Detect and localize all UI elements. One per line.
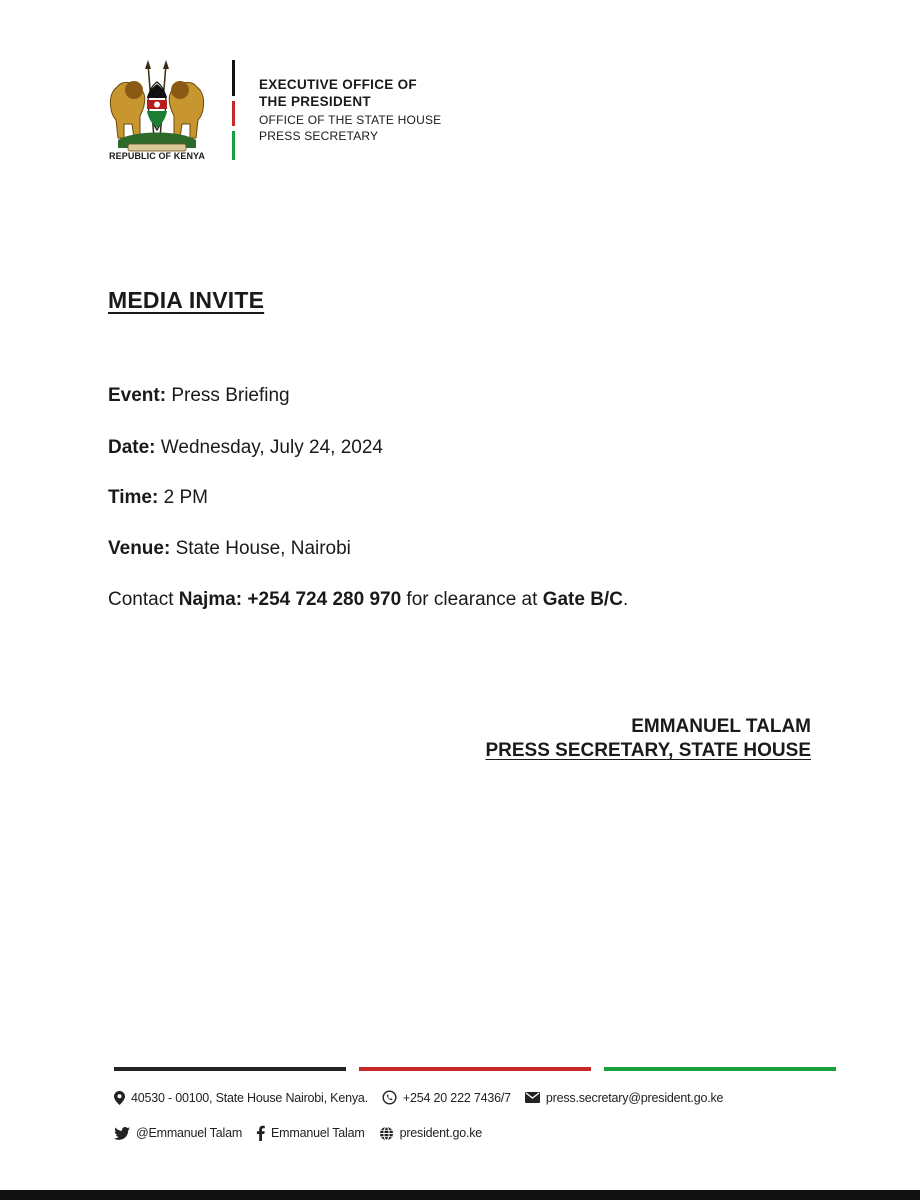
- office-title-line2: THE PRESIDENT: [259, 94, 371, 109]
- signatory-name: EMMANUEL TALAM: [631, 716, 811, 737]
- date-value: Wednesday, July 24, 2024: [160, 437, 383, 458]
- coat-of-arms-emblem: [104, 60, 210, 160]
- facebook-name: Emmanuel Talam: [271, 1126, 365, 1140]
- footer-email[interactable]: [525, 1091, 723, 1105]
- emblem-caption: REPUBLIC OF KENYA: [109, 151, 205, 161]
- event-row: [108, 385, 290, 407]
- location-pin-icon: [114, 1091, 125, 1105]
- twitter-icon: [114, 1127, 130, 1140]
- facebook-icon: [256, 1125, 265, 1141]
- footer-phone[interactable]: [382, 1090, 511, 1105]
- contact-gate: Gate B/C: [542, 589, 623, 610]
- venue-value: State House, Nairobi: [175, 538, 351, 559]
- office-subtitle-line2: PRESS SECRETARY: [259, 129, 379, 143]
- footer-facebook[interactable]: [256, 1125, 365, 1141]
- footer-social-row: [114, 1125, 496, 1141]
- signatory-role: PRESS SECRETARY, STATE HOUSE: [485, 740, 811, 761]
- footer-address: [114, 1091, 368, 1105]
- contact-prefix: Contact: [108, 589, 179, 610]
- footer-contact-row: [114, 1090, 737, 1105]
- address-text: 40530 - 00100, State House Nairobi, Kenya.: [131, 1090, 368, 1105]
- globe-icon: [379, 1126, 394, 1141]
- footer-website[interactable]: [379, 1126, 482, 1141]
- time-value: 2 PM: [163, 487, 208, 508]
- office-title-line1: EXECUTIVE OFFICE OF: [259, 77, 417, 92]
- whatsapp-icon: [382, 1090, 397, 1105]
- contact-end: .: [622, 589, 629, 610]
- date-row: [108, 437, 383, 459]
- email-text: press.secretary@president.go.ke: [545, 1090, 724, 1105]
- footer-divider-lines: [114, 1067, 836, 1071]
- venue-row: [108, 538, 351, 560]
- venue-label: Venue:: [108, 538, 171, 559]
- event-label: Event:: [108, 385, 167, 406]
- website-text: president.go.ke: [399, 1126, 483, 1140]
- event-value: Press Briefing: [171, 385, 290, 406]
- contact-row: [108, 589, 628, 611]
- date-label: Date:: [108, 437, 156, 458]
- document-title: MEDIA INVITE: [108, 287, 265, 313]
- time-row: [108, 487, 208, 509]
- office-subtitle-line1: OFFICE OF THE STATE HOUSE: [259, 113, 442, 127]
- scan-bottom-edge: [0, 1190, 920, 1200]
- mail-icon: [525, 1092, 540, 1103]
- header-divider-bar: [232, 60, 235, 160]
- footer-twitter[interactable]: [114, 1126, 242, 1140]
- contact-phone: +254 724 280 970: [247, 589, 402, 610]
- time-label: Time:: [108, 487, 159, 508]
- contact-name: Najma:: [178, 589, 243, 610]
- twitter-handle: @Emmanuel Talam: [136, 1126, 243, 1140]
- phone-text: +254 20 222 7436/7: [402, 1090, 511, 1105]
- contact-mid: for clearance at: [401, 589, 543, 610]
